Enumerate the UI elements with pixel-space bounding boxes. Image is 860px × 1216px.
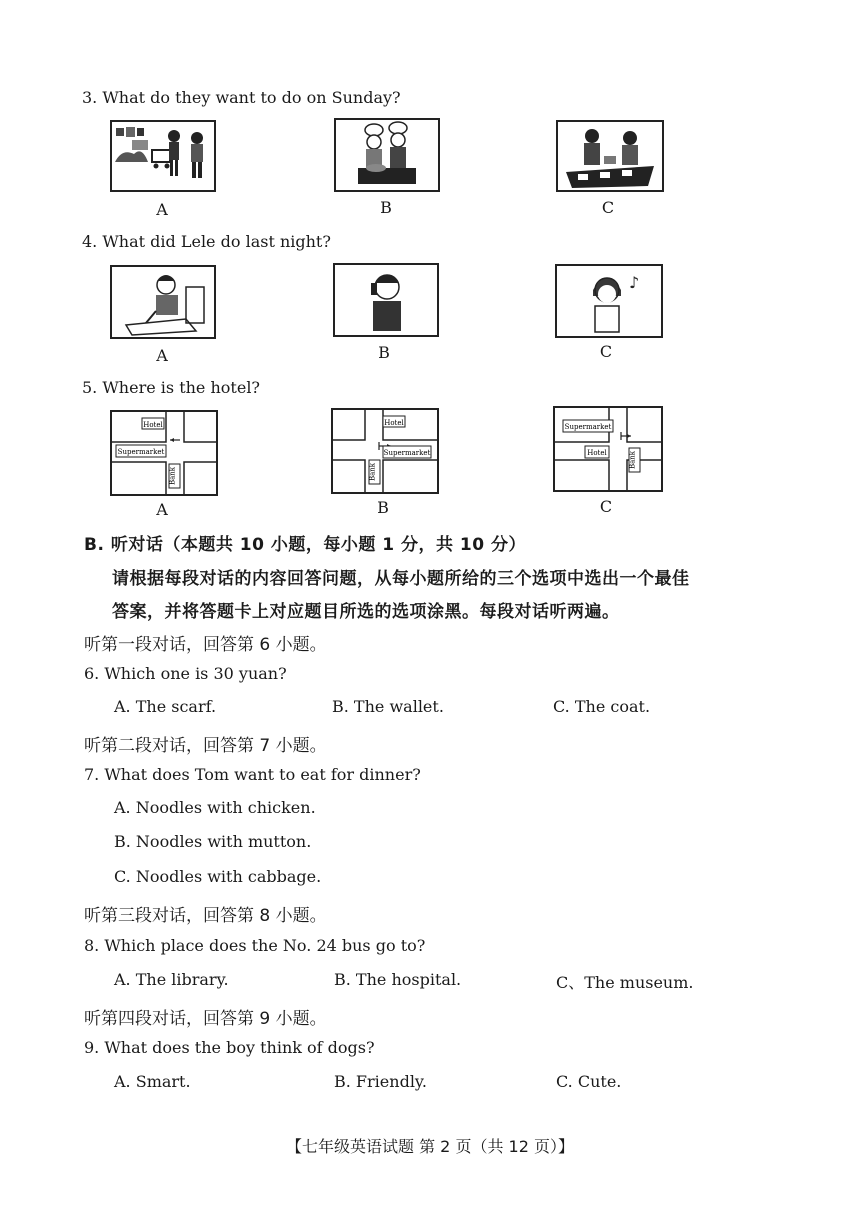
- map-c-bank-label: Bank: [628, 450, 637, 470]
- map-b-hotel-label: Hotel: [384, 419, 404, 427]
- boy-phone-call-icon: [333, 263, 439, 337]
- q5-label-a: A: [156, 500, 168, 519]
- q9-option-b: B. Friendly.: [334, 1072, 427, 1091]
- map-a-hotel-label: Hotel: [143, 421, 163, 429]
- q8-stem: 8. Which place does the No. 24 bus go to?: [84, 936, 426, 955]
- map-a-bank-label: Bank: [168, 466, 177, 486]
- q4-label-c: C: [599, 342, 613, 361]
- q8-option-c: C、The museum.: [556, 973, 694, 992]
- q9-stem: 9. What does the boy think of dogs?: [84, 1038, 375, 1057]
- q3-label-c: C: [601, 198, 615, 217]
- q5-label-b: B: [377, 498, 389, 517]
- map-b-bank-label: Bank: [368, 462, 377, 482]
- section-b-instruction-line2: 答案，并将答题卡上对应题目所选的选项涂黑。每段对话听两遍。: [112, 602, 620, 622]
- q7-option-a: A. Noodles with chicken.: [114, 798, 316, 817]
- q6-option-b: B. The wallet.: [332, 697, 444, 716]
- map-b-supermarket-label: Supermarket: [383, 449, 431, 457]
- page-footer: 【七年级英语试题 第 2 页（共 12 页）】: [286, 1137, 574, 1156]
- section-b-instruction-line1: 请根据每段对话的内容回答问题，从每小题所给的三个选项中选出一个最佳: [112, 569, 690, 589]
- q4-label-a: A: [156, 346, 168, 365]
- map-c: [553, 406, 663, 492]
- q9-option-c: C. Cute.: [556, 1072, 622, 1091]
- q3-stem: 3. What do they want to do on Sunday?: [82, 88, 401, 107]
- q4-label-b: B: [378, 343, 390, 362]
- dialogue-2-instruction: 听第二段对话，回答第 7 小题。: [84, 736, 327, 756]
- q5-label-c: C: [599, 497, 613, 516]
- q7-option-b: B. Noodles with mutton.: [114, 832, 312, 851]
- q9-option-a: A. Smart.: [114, 1072, 191, 1091]
- q6-stem: 6. Which one is 30 yuan?: [84, 664, 287, 683]
- girl-listening-music-icon: [555, 264, 663, 338]
- dialogue-1-instruction: 听第一段对话，回答第 6 小题。: [84, 635, 327, 655]
- svg-text:♪: ♪: [629, 273, 640, 292]
- q5-stem: 5. Where is the hotel?: [82, 378, 261, 397]
- q3-label-a: A: [156, 200, 168, 219]
- q6-option-c: C. The coat.: [553, 697, 651, 716]
- shopping-cart-scene-icon: [110, 120, 216, 192]
- chefs-cooking-scene-icon: [334, 118, 440, 192]
- map-a-supermarket-label: Supermarket: [117, 448, 165, 456]
- picnic-scene-icon: [556, 120, 664, 192]
- dialogue-4-instruction: 听第四段对话，回答第 9 小题。: [84, 1009, 327, 1029]
- q3-label-b: B: [380, 198, 392, 217]
- map-b: [331, 408, 439, 494]
- map-c-supermarket-label: Supermarket: [564, 423, 612, 431]
- q8-option-b: B. The hospital.: [334, 970, 462, 989]
- map-a: [110, 410, 218, 496]
- q7-stem: 7. What does Tom want to eat for dinner?: [84, 765, 421, 784]
- section-b-title: B. 听对话（本题共 10 小题，每小题 1 分，共 10 分）: [84, 535, 526, 555]
- q7-option-c: C. Noodles with cabbage.: [114, 867, 322, 886]
- boy-writing-icon: [110, 265, 216, 339]
- q6-option-a: A. The scarf.: [114, 697, 217, 716]
- q8-option-a: A. The library.: [114, 970, 229, 989]
- map-c-hotel-label: Hotel: [587, 449, 607, 457]
- q4-stem: 4. What did Lele do last night?: [82, 232, 331, 251]
- dialogue-3-instruction: 听第三段对话，回答第 8 小题。: [84, 906, 327, 926]
